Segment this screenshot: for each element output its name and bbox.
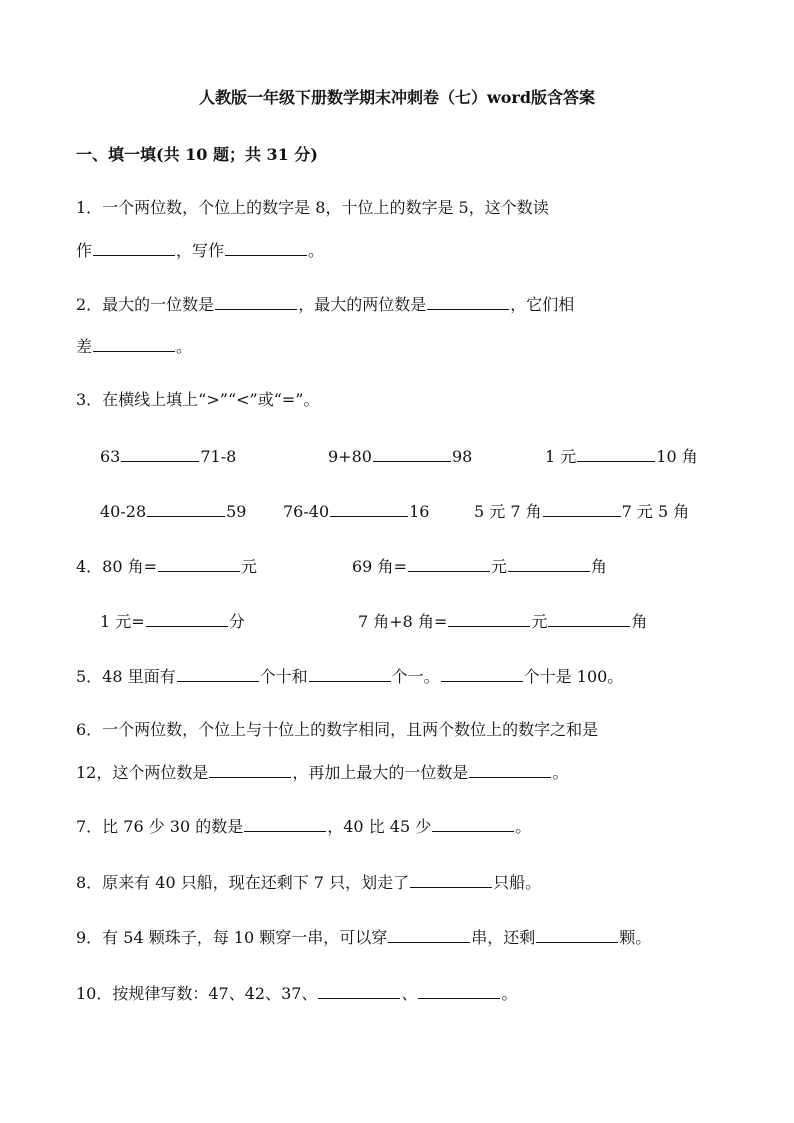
answer-blank[interactable] — [215, 294, 297, 310]
compare-item: 63 71-8 — [100, 447, 237, 466]
question-4-d: 7 角+8 角= 元 角 — [358, 612, 648, 631]
compare-item: 40-28 59 — [100, 502, 247, 521]
question-6-line-2: 12，这个两位数是 ，再加上最大的一位数是 。 — [76, 763, 569, 782]
q2-text: 差 — [76, 337, 93, 356]
answer-blank[interactable] — [548, 611, 630, 627]
q1-text: 。 — [308, 241, 325, 260]
question-5: 5．48 里面有 个十和 个一。 个十是 100。 — [76, 667, 624, 686]
question-1-line-1: 1．一个两位数，个位上的数字是 8，十位上的数字是 5，这个数读 — [76, 198, 549, 217]
answer-blank[interactable] — [388, 927, 470, 943]
q2-text: 2．最大的一位数是 — [76, 295, 215, 314]
compare-item: 1 元 10 角 — [545, 447, 698, 466]
answer-blank[interactable] — [93, 336, 175, 352]
answer-blank[interactable] — [432, 816, 514, 832]
compare-item: 9+80 98 — [328, 447, 473, 466]
question-4-a: 4．80 角= 元 — [76, 557, 258, 576]
answer-blank[interactable] — [536, 927, 618, 943]
section-heading: 一、填一填(共 10 题；共 31 分) — [76, 145, 318, 164]
answer-blank[interactable] — [410, 872, 492, 888]
q1-text: ，写作 — [176, 241, 225, 260]
question-4-c: 1 元= 分 — [100, 612, 245, 631]
answer-blank[interactable] — [147, 501, 225, 517]
answer-blank[interactable] — [427, 294, 509, 310]
question-2-line-2 — [76, 336, 192, 357]
question-7: 7．比 76 少 30 的数是 ，40 比 45 少 。 — [76, 817, 532, 836]
q2-text: 。 — [176, 337, 193, 356]
question-9: 9．有 54 颗珠子，每 10 颗穿一串，可以穿 串，还剩 颗。 — [76, 928, 652, 947]
answer-blank[interactable] — [408, 556, 490, 572]
answer-blank[interactable] — [158, 556, 240, 572]
page-title: 人教版一年级下册数学期末冲刺卷（七）word版含答案 — [198, 88, 596, 107]
compare-item: 5 元 7 角 7 元 5 角 — [474, 502, 690, 521]
answer-blank[interactable] — [146, 611, 228, 627]
answer-blank[interactable] — [309, 666, 391, 682]
answer-blank[interactable] — [177, 666, 259, 682]
answer-blank[interactable] — [577, 446, 655, 462]
question-4-b: 69 角= 元 角 — [352, 557, 607, 576]
compare-item: 76-40 16 — [283, 502, 430, 521]
answer-blank[interactable] — [244, 816, 326, 832]
answer-blank[interactable] — [225, 240, 307, 256]
answer-blank[interactable] — [318, 983, 400, 999]
q2-text: ，最大的两位数是 — [298, 295, 427, 314]
q1-text: 作 — [76, 241, 93, 260]
answer-blank[interactable] — [448, 611, 530, 627]
answer-blank[interactable] — [93, 240, 175, 256]
answer-blank[interactable] — [469, 762, 551, 778]
answer-blank[interactable] — [441, 666, 523, 682]
question-2-line-1 — [76, 294, 574, 315]
answer-blank[interactable] — [373, 446, 451, 462]
question-8: 8．原来有 40 只船，现在还剩下 7 只，划走了 只船。 — [76, 873, 542, 892]
answer-blank[interactable] — [209, 762, 291, 778]
question-3-intro: 3．在横线上填上“>”“<”或“=”。 — [76, 390, 320, 409]
answer-blank[interactable] — [543, 501, 621, 517]
answer-blank[interactable] — [418, 983, 500, 999]
question-10: 10．按规律写数：47、42、37、 、 。 — [76, 984, 518, 1003]
question-6-line-1: 6．一个两位数，个位上与十位上的数字相同，且两个数位上的数字之和是 — [76, 720, 599, 739]
q2-text: ，它们相 — [510, 295, 575, 314]
question-1-line-2 — [76, 240, 324, 261]
answer-blank[interactable] — [330, 501, 408, 517]
answer-blank[interactable] — [508, 556, 590, 572]
answer-blank[interactable] — [121, 446, 199, 462]
